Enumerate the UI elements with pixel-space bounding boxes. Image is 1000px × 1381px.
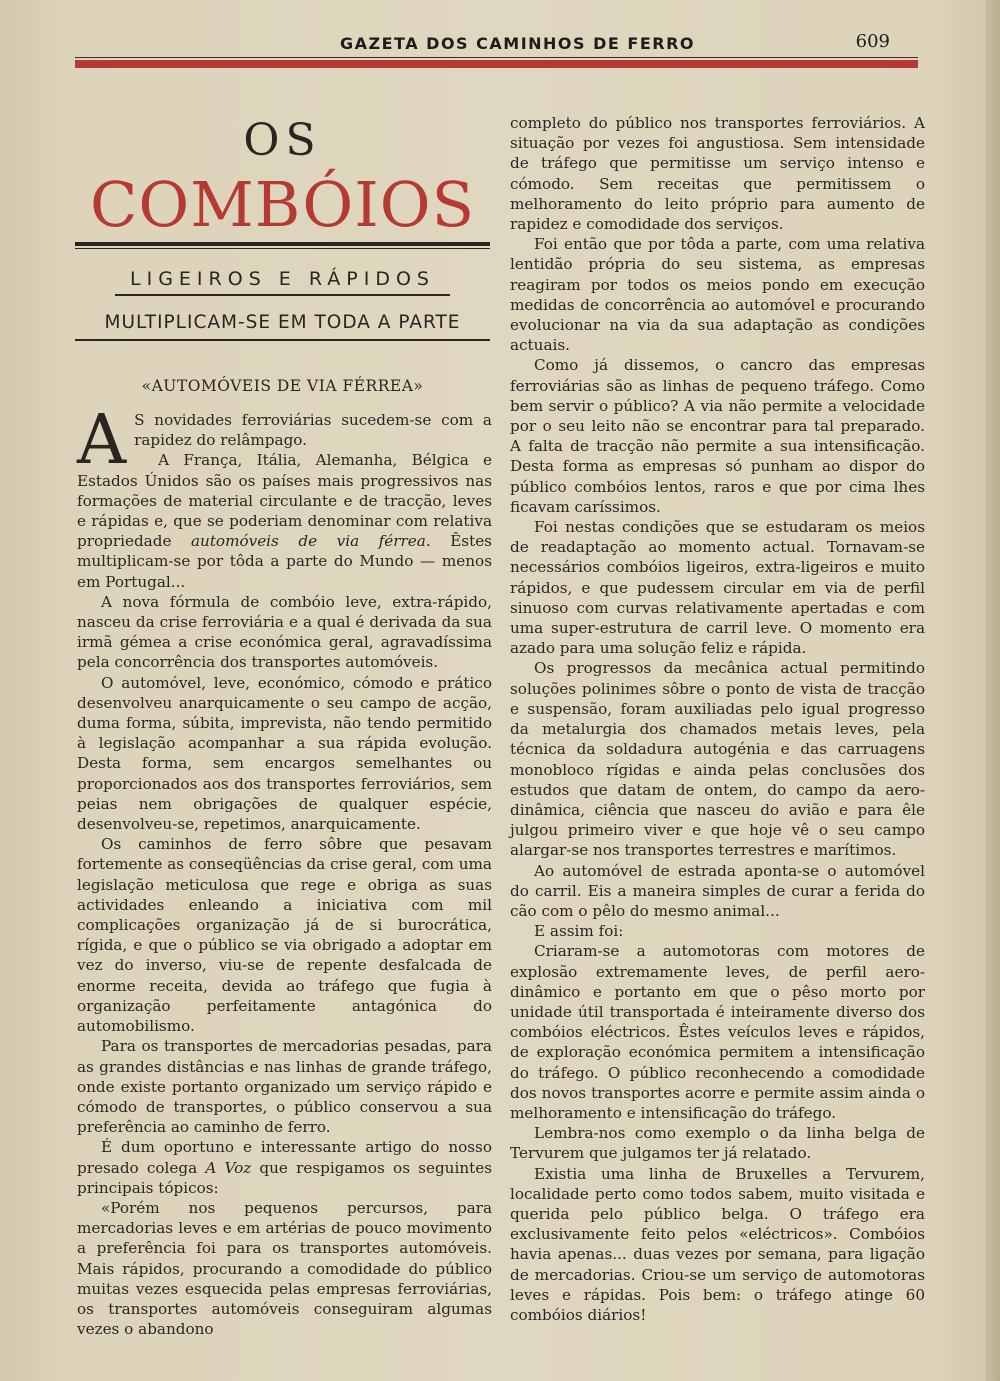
article-subheading: «AUTOMÓVEIS DE VIA FÉRREA» (141, 377, 424, 395)
right-column (510, 113, 925, 1325)
page-number: 609 (855, 31, 890, 52)
title-line-multiplicam: MULTIPLICAM-SE EM TODA A PARTE (104, 312, 461, 333)
title-ligeiros-rule (115, 294, 450, 296)
paragraph: O automóvel, leve, económico, cómodo e prático desenvolveu anarquicamente o seu campo de acção, duma forma, súbita, imprevista, não tendo permitido à legislação acompanhar a sua rápida evolução. Desta forma, sem encargos semelhantes ou proporcionados aos dos transportes ferroviários, sem peias nem obrigações de qualquer espécie, desenvolveu-se, repetimos, anarquicamente. (77, 673, 492, 834)
paragraph: Existia uma linha de Bruxelles a Tervurem, localidade perto como todos sabem, muito visitada e querida pelo público belga. O tráfego era exclusivamente feito pelos «eléctricos». Combóios havia apenas... duas vezes por semana, para ligação de mercadorias. Criou-se um serviço de automotoras leves e rápidas. Pois bem: o tráfego atinge 60 combóios diários! (510, 1164, 925, 1324)
paragraph: completo do público nos transportes ferroviários. A situação por vezes foi angustiosa. Sem intensidade de tráfego que permitisse um serviço intenso e cómodo. Sem receitas que permitissem o melhoramento do leito próprio para aumento de rapidez e comodidade dos serviços. (510, 114, 925, 234)
emphasis: automóveis de via férrea (190, 532, 426, 551)
paragraph: Foi nestas condições que se estudaram os meios de readaptação ao momento actual. Tornavam-se necessários combóios ligeiros, extra-ligeiros e muito rápidos, e que pudessem circular em via de perfil sinuoso com curvas relativamente apertadas e com uma super-estrutura de carril leve. O momento era azado para uma solução feliz e rápida. (510, 518, 925, 658)
title-line-ligeiros: LIGEIROS E RÁPIDOS (130, 268, 435, 290)
paragraph: Lembra-nos como exemplo o da linha belga de Tervurem que julgamos ter já relatado. (510, 1124, 925, 1163)
header-thin-rule (75, 57, 918, 58)
paragraph: Ao automóvel de estrada aponta-se o automóvel do carril. Eis a maneira simples de curar a ferida do cão com o pêlo do mesmo animal... (510, 861, 925, 920)
paragraph: Foi então que por tôda a parte, com uma relativa lentidão própria do seu sistema, as empresas reagiram por todos os meios pondo em execução medidas de concorrência ao automóvel e procurando evolucionar na via da sua adaptação as condições actuais. (510, 235, 925, 355)
paragraph: Para os transportes de mercadorias pesadas, para as grandes distâncias e nas linhas de grande tráfego, onde existe portanto organizado um serviço rápido e cómodo de transportes, o público conservou a sua preferência ao caminho de ferro. (77, 1037, 492, 1137)
paragraph: A nova fórmula de combóio leve, extra-rápido, nasceu da crise ferroviária e a qual é derivada da sua irmã gémea a crise económica geral, agravadíssima pela concorrência dos transportes automóveis. (77, 592, 492, 672)
title-rule-thick (75, 242, 490, 246)
paragraph: É dum oportuno e interessante artigo do nosso presado colega A Voz que respigamos os seguintes principais tópicos: (77, 1138, 492, 1197)
paragraph: Os progressos da mecânica actual permitindo soluções polinimes sôbre o ponto de vista de tracção e suspensão, foram auxiliadas pelo igual progresso da metalurgia dos chamados metais leves, pela técnica da soldadura autogénia e das carruagens monobloco rígidas e ainda pelas conclusões dos estudos que datam de ontem, do campo da aero-dinâmica, ciência que nasceu do avião e para êle julgou primeiro viver e que hoje vê o seu campo alargar-se nos transportes terrestres e marítimos. (510, 659, 925, 860)
journal-title: GAZETA DOS CAMINHOS DE FERRO (340, 34, 696, 53)
running-header (75, 30, 918, 56)
page-edge (986, 0, 1000, 1381)
header-red-rule (75, 60, 918, 68)
paragraph: A França, Itália, Alemanha, Bélgica e Estados Únidos são os países mais progressivos nas formações de material circulante e de tracção, leves e rápidas e, que se poderiam denominar com relativa propriedade automóveis de via férrea. Êstes multiplicam-se por tôda a parte do Mundo — menos em Portugal... (77, 451, 492, 591)
dropcap: A (77, 401, 127, 480)
emphasis: A Voz (205, 1158, 252, 1177)
paragraph: A S novidades ferroviárias sucedem-se com a rapidez do relâmpago. (77, 401, 492, 480)
paragraph: Os caminhos de ferro sôbre que pesavam fortemente as conseqüências da crise geral, com uma legislação meticulosa que rege e obriga as suas actividades enleando a iniciativa com mil complicações organização já de si burocrática, rígida, e que o público se via obrigado a adoptar em vez do inverso, viu-se de repente desfalcada de enorme receita, devida ao tráfego que fugia à organização perfeitamente antagónica do automobilismo. (77, 835, 492, 1036)
paragraph: E assim foi: (534, 922, 624, 941)
paragraph: «Porém nos pequenos percursos, para mercadorias leves e em artérias de pouco movimento a preferência foi para os transportes automóveis. Mais rápidos, procurando a comodidade do público muitas vezes esquecida pelas empresas ferroviárias, os transportes automóveis conseguiram algumas vezes o abandono (77, 1198, 492, 1339)
title-rule-thin (75, 248, 490, 249)
left-column (77, 401, 492, 1339)
paragraph: Criaram-se a automotoras com motores de explosão extremamente leves, de perfil aero-dinâmico e portanto em que o pêso morto por unidade útil transportada é inteiramente diverso dos combóios eléctricos. Êstes veículos leves e rápidos, de exploração económica permitem a intensificação do tráfego. O público reconhecendo a comodidade dos novos transportes acorre e permite assim ainda o melhoramento e intensificação do tráfego. (510, 942, 925, 1122)
title-line-os: OS (243, 115, 322, 166)
title-multiplicam-rule (75, 339, 490, 341)
paragraph: Como já dissemos, o cancro das empresas ferroviárias são as linhas de pequeno tráfego. Como bem servir o público? A via não permite a velocidade por o seu leito não se encontrar para tal preparado. A falta de tracção não permite a sua intensificação. Desta forma as empresas só punham ao dispor do público combóios lentos, raros e que por cima lhes ficavam caríssimos. (510, 356, 925, 516)
title-line-comboios: COMBÓIOS (89, 168, 476, 241)
